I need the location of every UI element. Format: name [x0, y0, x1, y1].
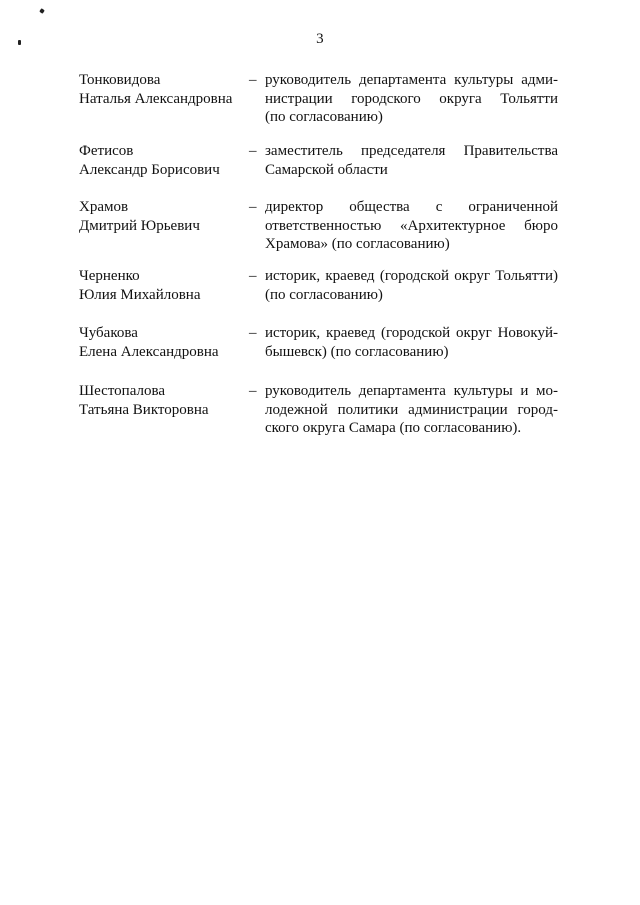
member-surname: Шестопалова	[79, 383, 166, 399]
role-line: нистрации городского округа Тольятти	[265, 90, 558, 107]
member-surname: Чубакова	[79, 325, 138, 341]
separator-dash: –	[249, 143, 257, 159]
member-surname: Фетисов	[79, 143, 134, 159]
member-name	[79, 324, 249, 361]
member-given-names: Александр Борисович	[79, 161, 220, 178]
member-given-names: Дмитрий Юрьевич	[79, 217, 200, 234]
role-line: бышевск) (по согласованию)	[265, 343, 449, 360]
member-role	[265, 267, 558, 304]
role-line: директор общества с ограниченной	[265, 199, 558, 215]
member-name	[79, 382, 249, 419]
member-name	[79, 267, 249, 304]
role-line: (по согласованию)	[265, 286, 383, 303]
scan-artifact	[39, 8, 45, 14]
role-line: Храмова» (по согласованию)	[265, 236, 450, 252]
role-line: ского округа Самара (по согласованию).	[265, 420, 522, 436]
role-line: Самарской области	[265, 161, 388, 178]
role-line: руководитель департамента культуры адми-	[265, 72, 558, 88]
member-name	[79, 198, 249, 235]
role-line: историк, краевед (городской округ Новокуй-	[265, 325, 558, 341]
role-line: историк, краевед (городской округ Тольятти)	[265, 268, 558, 284]
role-line: лодежной политики администрации город-	[265, 401, 558, 418]
separator-dash: –	[249, 383, 257, 399]
member-surname: Храмов	[79, 199, 129, 215]
member-given-names: Елена Александровна	[79, 343, 219, 360]
separator-dash: –	[249, 268, 257, 284]
separator-dash: –	[249, 199, 257, 215]
member-role	[265, 382, 558, 438]
role-line: ответственностью «Архитектурное бюро	[265, 217, 558, 234]
member-surname: Тонковидова	[79, 72, 161, 88]
member-surname: Черненко	[79, 268, 140, 284]
member-role	[265, 324, 558, 361]
member-role	[265, 142, 558, 179]
member-name	[79, 142, 249, 179]
member-name	[79, 71, 249, 108]
page-number: 3	[316, 31, 324, 47]
role-line: заместитель председателя Правительства	[265, 143, 558, 159]
role-line: (по согласованию)	[265, 109, 383, 125]
separator-dash: –	[249, 325, 257, 341]
member-role	[265, 71, 558, 127]
role-line: руководитель департамента культуры и мо-	[265, 383, 558, 399]
member-given-names: Наталья Александровна	[79, 90, 233, 107]
member-role	[265, 198, 558, 254]
member-given-names: Юлия Михайловна	[79, 286, 201, 303]
separator-dash: –	[249, 72, 257, 88]
member-given-names: Татьяна Викторовна	[79, 401, 209, 418]
